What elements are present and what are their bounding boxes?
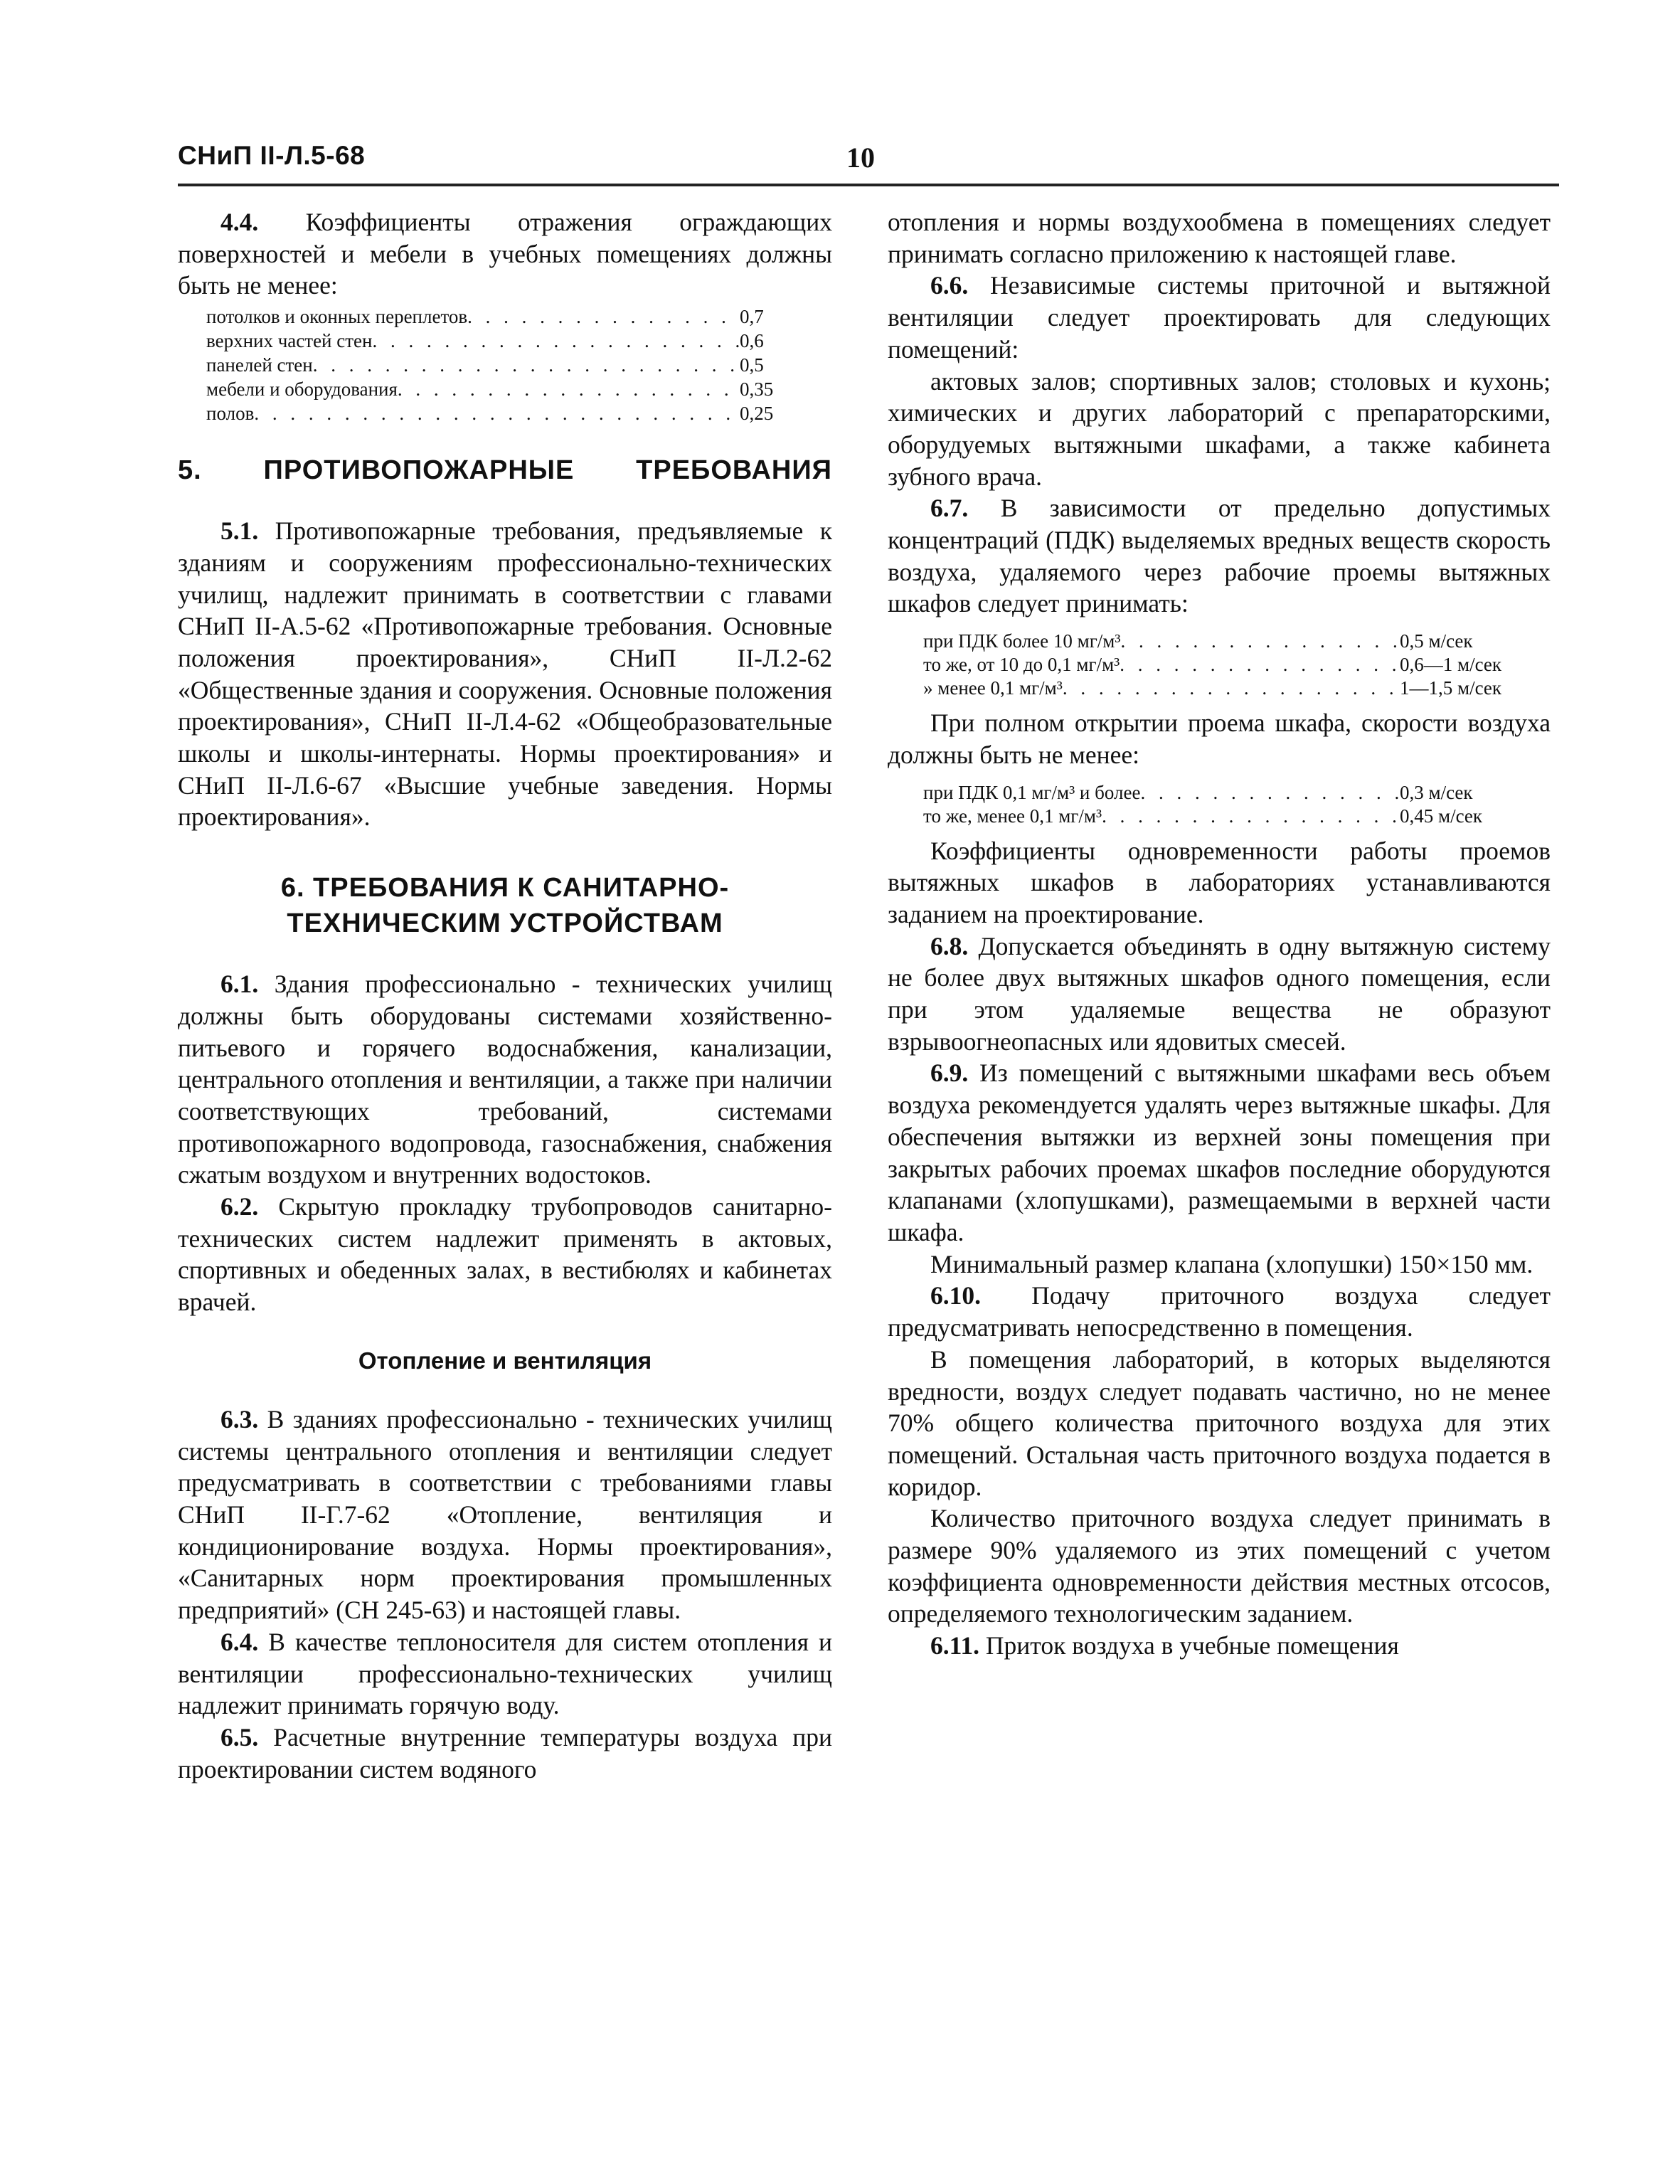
- item-value: 0,6—1 м/сек: [1400, 654, 1502, 676]
- paragraph-6-9-valve: Минимальный размер клапана (хлопушки) 150×150 мм.: [930, 1249, 1533, 1278]
- paragraph-6-7-coefficients: Коэффициенты одновременности работы проемов вытяжных шкафов в лабораториях устанавливаются заданием на проектирование.: [888, 836, 1551, 928]
- paragraph-6-5: [178, 1722, 832, 1785]
- section-6-heading: [178, 870, 832, 941]
- page-header: [178, 141, 1508, 176]
- paragraph-6-10: [888, 1280, 1551, 1343]
- item-label: » менее 0,1 мг/м³: [923, 677, 1063, 699]
- heading-line: 6. ТРЕБОВАНИЯ К САНИТАРНО-: [280, 873, 730, 903]
- paragraph-6-4: [178, 1626, 832, 1722]
- clause-number: 6.5.: [220, 1722, 259, 1751]
- clause-text: Приток воздуха в учебные помещения: [979, 1631, 1399, 1660]
- reflection-coefficients-list: [206, 304, 790, 425]
- clause-text: В зависимости от предельно допустимых концентраций (ПДК) выделяемых вредных веществ скорость воздуха, удаляемого через рабочие проемы вытяжных шкафов следует принимать:: [888, 494, 1551, 618]
- clause-number: 4.4.: [220, 208, 259, 236]
- paragraph-4-4: [178, 206, 832, 302]
- document-code: СНиП II-Л.5-68: [178, 141, 366, 170]
- list-item: [206, 401, 790, 425]
- list-item: [206, 304, 790, 329]
- clause-text: Независимые системы приточной и вытяжной вентиляции следует проектировать для следующих помещений:: [888, 271, 1551, 364]
- item-value: 0,7: [740, 306, 764, 328]
- clause-text: Допускается объединять в одну вытяжную систему не более двух вытяжных шкафов одного помещения, если при этом удаляемые вещества не образуют взрывоогнеопасных или ядовитых смесей.: [888, 931, 1551, 1056]
- list-item: [923, 653, 1521, 677]
- subsection-heading: Отопление и вентиляция: [358, 1347, 652, 1374]
- list-item: [923, 677, 1521, 700]
- list-item: [923, 805, 1521, 828]
- clause-number: 6.8.: [930, 931, 969, 960]
- item-value: 0,5: [740, 354, 764, 376]
- page-number: 10: [846, 142, 875, 174]
- heading-word: ТРЕБОВАНИЯ: [636, 455, 832, 486]
- clause-number: 6.7.: [930, 494, 969, 523]
- paragraph-6-7: [888, 492, 1551, 620]
- item-value: 0,35: [740, 378, 774, 401]
- item-label: верхних частей стен: [206, 330, 373, 352]
- paragraph-5-1: [178, 515, 832, 833]
- clause-number: 6.3.: [220, 1404, 259, 1433]
- paragraph-6-5-continued: отопления и нормы воздухообмена в помещениях следует принимать согласно приложению к настоящей главе.: [888, 208, 1551, 268]
- section-5-heading: [178, 452, 832, 488]
- air-speed-list: [923, 630, 1521, 700]
- clause-text: Противопожарные требования, предъявляемые к зданиям и сооружениям профессионально-технических училищ, надлежит принимать в соответствии с главами СНиП II-А.5-62 «Противопожарные требования. Основные положения проектирования», СНиП II-Л.2-62 «Общественные здания и сооружения. Основные положения проектирования», СНиП II-Л.4-62 «Общеобразовательные школы и школы-интернаты. Нормы проектирования» и СНиП II-Л.6-67 «Высшие учебные заведения. Нормы проектирования».: [178, 516, 832, 832]
- item-label: при ПДК 0,1 мг/м³ и более: [923, 781, 1141, 803]
- list-item: [923, 781, 1521, 805]
- item-label: то же, от 10 до 0,1 мг/м³: [923, 654, 1120, 676]
- leader-dots: [398, 377, 740, 401]
- leader-dots: [1140, 781, 1400, 805]
- clause-text: Коэффициенты отражения ограждающих поверхностей и мебели в учебных помещениях должны быть не менее:: [178, 208, 832, 300]
- paragraph-6-9: [888, 1057, 1551, 1248]
- section-number: 5.: [178, 455, 202, 486]
- header-rule: [178, 184, 1559, 186]
- item-label: потолков и оконных переплетов: [206, 306, 468, 328]
- clause-text: В качестве теплоносителя для систем отопления и вентиляции профессионально-технических училищ надлежит принимать горячую воду.: [178, 1627, 832, 1720]
- clause-text: Из помещений с вытяжными шкафами весь объем воздуха рекомендуется удалять через вытяжные шкафы. Для обеспечения вытяжки из верхней зоны помещения при закрытых рабочих проемах шкафов последние оборудуются клапанами (хлопушками), размещаемыми в верхней части шкафа.: [888, 1059, 1551, 1246]
- item-label: панелей стен: [206, 354, 313, 376]
- clause-text: Подачу приточного воздуха следует предусматривать непосредственно в помещения.: [888, 1281, 1551, 1342]
- clause-text: Расчетные внутренние температуры воздуха при проектировании систем водяного: [178, 1722, 832, 1783]
- item-label: мебели и оборудования: [206, 378, 398, 401]
- clause-text: Здания профессионально - технических училищ должны быть оборудованы системами хозяйственно-питьевого и горячего водоснабжения, канализации, центрального отопления и вентиляции, а также при наличии соответствующих требований, системами противопожарного водопровода, газоснабжения, снабжения сжатым воздухом и внутренних водостоков.: [178, 970, 832, 1189]
- item-value: 0,25: [740, 403, 774, 425]
- list-item: [923, 630, 1521, 653]
- paragraph-6-6: [888, 270, 1551, 365]
- clause-text: Скрытую прокладку трубопроводов санитарно-технических систем надлежит применять в актовых, спортивных и обеденных залах, в вестибюлях и кабинетах врачей.: [178, 1192, 832, 1317]
- item-label: при ПДК более 10 мг/м³: [923, 630, 1121, 652]
- paragraph-6-10-labs: В помещения лабораторий, в которых выделяются вредности, воздух следует подавать частично, но не менее 70% общего количества приточного воздуха для этих помещений. Остальная часть приточного воздуха подается в коридор.: [888, 1345, 1551, 1501]
- item-value: 0,6: [740, 330, 764, 352]
- item-value: 0,5 м/сек: [1400, 630, 1473, 652]
- item-value: 1—1,5 м/сек: [1400, 677, 1502, 699]
- list-item: [206, 353, 790, 377]
- leader-dots: [254, 401, 740, 425]
- clause-number: 6.6.: [930, 271, 969, 300]
- paragraph-6-1: [178, 968, 832, 1191]
- leader-dots: [1063, 677, 1400, 700]
- leader-dots: [313, 353, 740, 377]
- clause-number: 6.4.: [220, 1627, 259, 1656]
- clause-text: В зданиях профессионально - технических училищ системы центрального отопления и вентиляции следует предусматривать в соответствии с требованиями главы СНиП II-Г.7-62 «Отопление, вентиляция и кондиционирование воздуха. Нормы проектирования», «Санитарных норм проектирования промышленных предприятий» (СН 245-63) и настоящей главы.: [178, 1404, 832, 1625]
- leader-dots: [467, 304, 740, 329]
- leader-dots: [1102, 805, 1400, 828]
- clause-number: 6.9.: [930, 1059, 969, 1088]
- clause-number: 6.11.: [930, 1631, 980, 1660]
- clause-number: 6.10.: [930, 1281, 981, 1310]
- item-label: полов: [206, 403, 255, 425]
- leader-dots: [1120, 653, 1400, 677]
- clause-number: 5.1.: [220, 516, 259, 546]
- leader-dots: [1121, 630, 1400, 653]
- right-column: [888, 206, 1551, 1662]
- open-speed-list: [923, 781, 1521, 828]
- item-value: 0,45 м/сек: [1400, 805, 1483, 827]
- heading-word: ПРОТИВОПОЖАРНЫЕ: [263, 455, 575, 486]
- paragraph-6-7-open: При полном открытии проема шкафа, скорости воздуха должны быть не менее:: [888, 709, 1551, 769]
- paragraph-6-11: [888, 1630, 1551, 1662]
- left-column: [178, 206, 832, 1785]
- heading-line: ТЕХНИЧЕСКИМ УСТРОЙСТВАМ: [287, 908, 723, 939]
- paragraph-6-6-list: актовых залов; спортивных залов; столовых и кухонь; химических и других лабораторий с препараторскими, оборудуемых вытяжными шкафами, а также кабинета зубного врача.: [888, 366, 1551, 491]
- item-value: 0,3 м/сек: [1400, 781, 1473, 803]
- item-label: то же, менее 0,1 мг/м³: [923, 805, 1102, 827]
- list-item: [206, 377, 790, 401]
- clause-number: 6.2.: [220, 1192, 259, 1221]
- paragraph-6-8: [888, 931, 1551, 1058]
- clause-number: 6.1.: [220, 970, 259, 999]
- leader-dots: [372, 329, 740, 353]
- paragraph-6-2: [178, 1191, 832, 1318]
- list-item: [206, 329, 790, 353]
- paragraph-6-3: [178, 1404, 832, 1626]
- paragraph-6-10-quantity: Количество приточного воздуха следует принимать в размере 90% удаляемого из этих помещений с учетом коэффициента одновременности действия местных отсосов, определяемого технологическим заданием.: [888, 1504, 1551, 1628]
